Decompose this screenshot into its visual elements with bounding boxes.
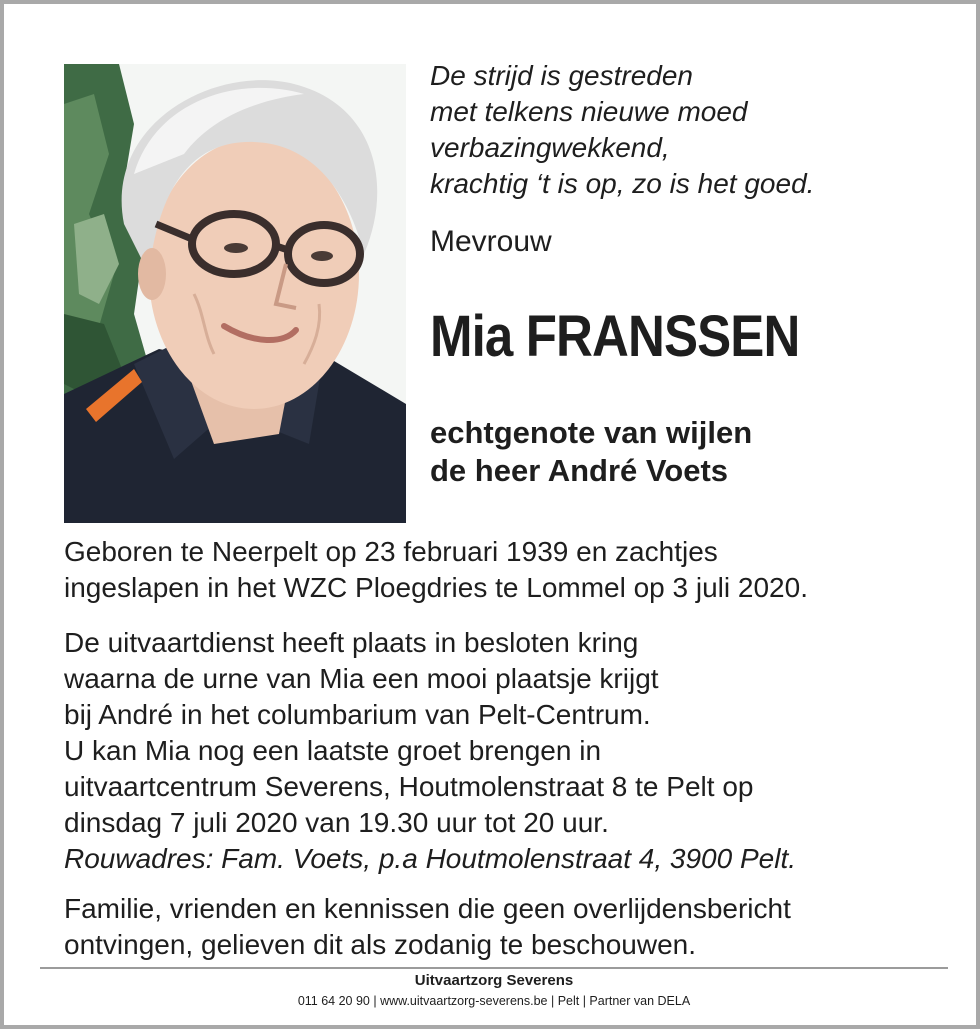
- paragraph-line: ontvingen, gelieven dit als zodanig te beschouwen.: [64, 929, 696, 960]
- portrait-photo: [64, 64, 406, 523]
- paragraph-line: uitvaartcentrum Severens, Houtmolenstraat 8 te Pelt op: [64, 771, 754, 802]
- service-paragraph: [64, 625, 796, 877]
- spouse-line: de heer André Voets: [430, 453, 729, 488]
- poem-line: met telkens nieuwe moed: [430, 96, 748, 127]
- paragraph-line: bij André in het columbarium van Pelt-Centrum.: [64, 699, 651, 730]
- paragraph-line: waarna de urne van Mia een mooi plaatsje krijgt: [64, 663, 659, 694]
- funeral-home-name: Uitvaartzorg Severens: [414, 972, 574, 989]
- poem-line: verbazingwekkend,: [430, 132, 670, 163]
- family-paragraph: [64, 891, 791, 963]
- poem: [430, 58, 814, 202]
- deceased-name: Mia FRANSSEN: [430, 304, 800, 369]
- salutation: Mevrouw: [430, 225, 552, 258]
- paragraph-line: De uitvaartdienst heeft plaats in besloten kring: [64, 627, 639, 658]
- funeral-home-contact: 011 64 20 90 | www.uitvaartzorg-severens.be | Pelt | Partner van DELA: [297, 994, 691, 1008]
- birth-paragraph: [64, 534, 808, 606]
- mourning-address: Rouwadres: Fam. Voets, p.a Houtmolenstraat 4, 3900 Pelt.: [64, 843, 797, 874]
- footer-divider: [40, 967, 948, 969]
- paragraph-line: Familie, vrienden en kennissen die geen overlijdensbericht: [64, 893, 791, 924]
- spouse-line: echtgenote van wijlen: [430, 415, 753, 450]
- paragraph-line: U kan Mia nog een laatste groet brengen in: [64, 735, 602, 766]
- poem-line: De strijd is gestreden: [430, 60, 694, 91]
- paragraph-line: dinsdag 7 juli 2020 van 19.30 uur tot 20 uur.: [64, 807, 609, 838]
- paragraph-line: Geboren te Neerpelt op 23 februari 1939 en zachtjes: [64, 536, 718, 567]
- spouse-info: [430, 414, 752, 490]
- paragraph-line: ingeslapen in het WZC Ploegdries te Lommel op 3 juli 2020.: [64, 572, 808, 603]
- poem-line: krachtig ‘t is op, zo is het goed.: [430, 168, 815, 199]
